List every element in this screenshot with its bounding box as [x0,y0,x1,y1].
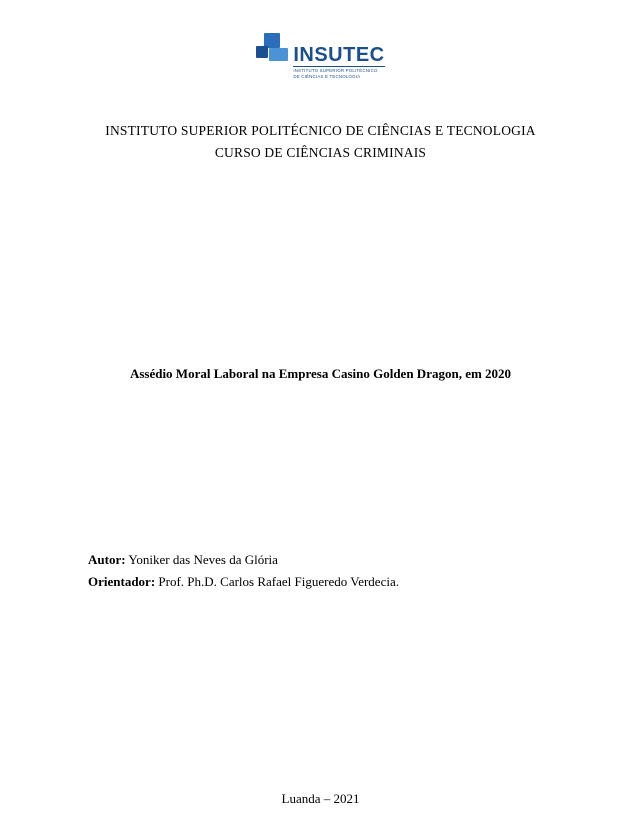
logo-subtitle-line1: INSTITUTO SUPERIOR POLITÉCNICO [293,68,378,73]
logo-subtitle-line2: DE CIÊNCIAS E TECNOLOGIA [293,74,361,79]
page-title: Assédio Moral Laboral na Empresa Casino Golden Dragon, em 2020 [129,366,512,381]
place-and-year: Luanda – 2021 [281,791,360,806]
header-block [0,120,641,164]
author-value: Yoniker das Neves da Glória [128,552,278,567]
authors-block [88,549,399,593]
logo-divider [293,66,384,67]
logo-squares-icon [256,33,288,73]
course-name: CURSO DE CIÊNCIAS CRIMINAIS [214,145,427,160]
author-row [88,549,399,571]
advisor-value: Prof. Ph.D. Carlos Rafael Figueredo Verdecia. [158,574,399,589]
footer-block [0,791,641,807]
advisor-label: Orientador: [88,574,156,589]
logo-block [0,33,641,80]
author-label: Autor: [88,552,126,567]
logo-name: INSUTEC [293,44,385,66]
institution-name: INSTITUTO SUPERIOR POLITÉCNICO DE CIÊNCIAS E TECNOLOGIA [105,123,536,138]
title-block [0,365,641,383]
insutec-logo [256,33,384,80]
logo-text [293,33,384,80]
advisor-row [88,571,399,593]
